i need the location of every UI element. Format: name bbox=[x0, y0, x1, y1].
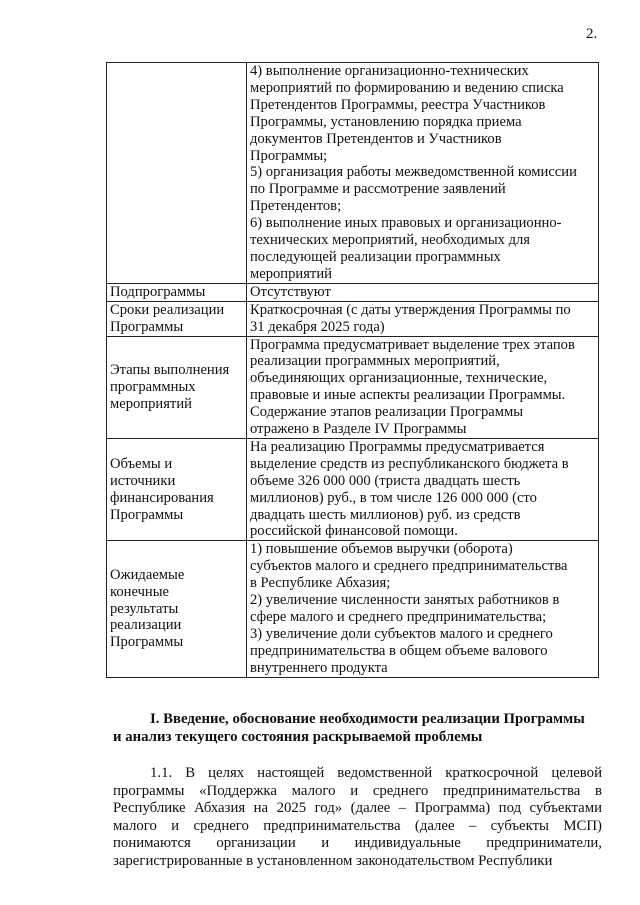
text-line: объеме 326 000 000 (триста двадцать шесть bbox=[250, 472, 521, 489]
page-number: 2. bbox=[586, 26, 598, 42]
row-label bbox=[107, 301, 247, 336]
row-label bbox=[107, 541, 247, 677]
text-line: малого и среднего предпринимательства (далее – субъекты МСП) bbox=[113, 817, 602, 834]
text-line: 31 декабря 2025 года) bbox=[250, 318, 385, 335]
text-line: технических мероприятий, необходимых для bbox=[250, 232, 531, 249]
text-line: 3) увеличение доли субъектов малого и среднего bbox=[250, 625, 553, 642]
text-line: На реализацию Программы предусматривается bbox=[250, 438, 545, 455]
text-line: Ожидаемые bbox=[110, 566, 185, 583]
text-line: Программы bbox=[110, 506, 184, 523]
text-line: Краткосрочная (с даты утверждения Программы по bbox=[250, 301, 571, 318]
text-line: Программы, установлению порядка приема bbox=[250, 113, 522, 130]
text-line: объединяющих организационные, технические, bbox=[250, 370, 548, 387]
text-line: отражено в Разделе IV Программы bbox=[250, 421, 467, 438]
text-line: Этапы выполнения bbox=[110, 361, 230, 378]
text-line: мероприятий bbox=[110, 395, 192, 412]
text-line: миллионов) руб., в том числе 126 000 000 (сто bbox=[250, 489, 537, 506]
text-line: Программа предусматривает выделение трех этапов bbox=[250, 336, 575, 353]
text-line: Объемы и bbox=[110, 455, 173, 472]
table-row bbox=[107, 438, 599, 540]
text-line: Программы bbox=[110, 634, 184, 651]
text-line: двадцать шесть миллионов) руб. из средств bbox=[250, 506, 521, 523]
text-line: по Программе и рассмотрение заявлений bbox=[250, 181, 506, 198]
text-line: 1.1. В целях настоящей ведомственной краткосрочной целевой bbox=[150, 765, 602, 781]
text-line: Содержание этапов реализации Программы bbox=[250, 404, 524, 421]
text-line: 4) выполнение организационно-технических bbox=[250, 63, 529, 79]
text-line: последующей реализации программных bbox=[250, 248, 501, 265]
text-line: реализации программных мероприятий, bbox=[250, 353, 500, 370]
text-line: Претендентов; bbox=[250, 198, 342, 215]
text-line: Сроки реализации bbox=[110, 301, 225, 318]
program-passport-table bbox=[106, 62, 599, 678]
text-line: Подпрограммы bbox=[110, 283, 206, 300]
row-value bbox=[247, 541, 599, 677]
row-label bbox=[107, 63, 247, 284]
text-line: Республике Абхазия на 2025 год» (далее – Программа) под субъектами bbox=[113, 800, 602, 816]
text-line: программных bbox=[110, 378, 196, 395]
text-line: выделение средств из республиканского бюджета в bbox=[250, 455, 569, 472]
text-line: мероприятий по формированию и ведению списка bbox=[250, 79, 564, 96]
table-row bbox=[107, 541, 599, 677]
text-line: Отсутствуют bbox=[250, 283, 331, 300]
row-value bbox=[247, 336, 599, 438]
text-line: российской финансовой помощи. bbox=[250, 523, 458, 540]
text-line: программы «Поддержка малого и среднего предпринимательства в bbox=[113, 782, 602, 799]
text-line: мероприятий bbox=[250, 265, 332, 282]
text-line: реализации bbox=[110, 617, 182, 634]
text-line: источники bbox=[110, 472, 176, 489]
row-value bbox=[247, 301, 599, 336]
row-value bbox=[247, 438, 599, 540]
text-line: 6) выполнение иных правовых и организационно- bbox=[250, 215, 562, 232]
section-heading bbox=[113, 711, 602, 746]
text-line: Программы; bbox=[250, 147, 328, 164]
text-line: и анализ текущего состояния раскрываемой проблемы bbox=[113, 728, 483, 745]
text-line: Программы bbox=[110, 318, 184, 335]
table-row bbox=[107, 63, 599, 284]
text-line: 1) повышение объемов выручки (оборота) bbox=[250, 541, 513, 558]
paragraph-1-1 bbox=[113, 765, 602, 870]
table-row bbox=[107, 336, 599, 438]
text-line: I. Введение, обоснование необходимости реализации Программы bbox=[150, 711, 585, 727]
text-line: зарегистрированные в установленном законодательством Республики bbox=[113, 852, 553, 869]
text-line: правовые и иные аспекты реализации Программы. bbox=[250, 387, 566, 404]
row-label bbox=[107, 336, 247, 438]
row-value bbox=[247, 63, 599, 284]
table-row bbox=[107, 301, 599, 336]
text-line: 2) увеличение численности занятых работников в bbox=[250, 592, 560, 609]
text-line: субъектов малого и среднего предпринимательства bbox=[250, 558, 568, 575]
row-label bbox=[107, 283, 247, 301]
text-line: Претендентов Программы, реестра Участников bbox=[250, 96, 546, 113]
text-line: предпринимательства в общем объеме валового bbox=[250, 642, 548, 659]
text-line: результаты bbox=[110, 600, 179, 617]
text-line: документов Претендентов и Участников bbox=[250, 130, 502, 147]
text-line: внутреннего продукта bbox=[250, 659, 388, 676]
table-row bbox=[107, 283, 599, 301]
text-line: сфере малого и среднего предпринимательства; bbox=[250, 609, 547, 625]
text-line: финансирования bbox=[110, 489, 214, 506]
text-line: конечные bbox=[110, 583, 170, 600]
text-line: в Республике Абхазия; bbox=[250, 575, 391, 592]
row-value bbox=[247, 283, 599, 301]
text-line: 5) организация работы межведомственной комиссии bbox=[250, 164, 577, 181]
row-label bbox=[107, 438, 247, 540]
text-line: понимаются организации и индивидуальные предприниматели, bbox=[113, 835, 602, 851]
